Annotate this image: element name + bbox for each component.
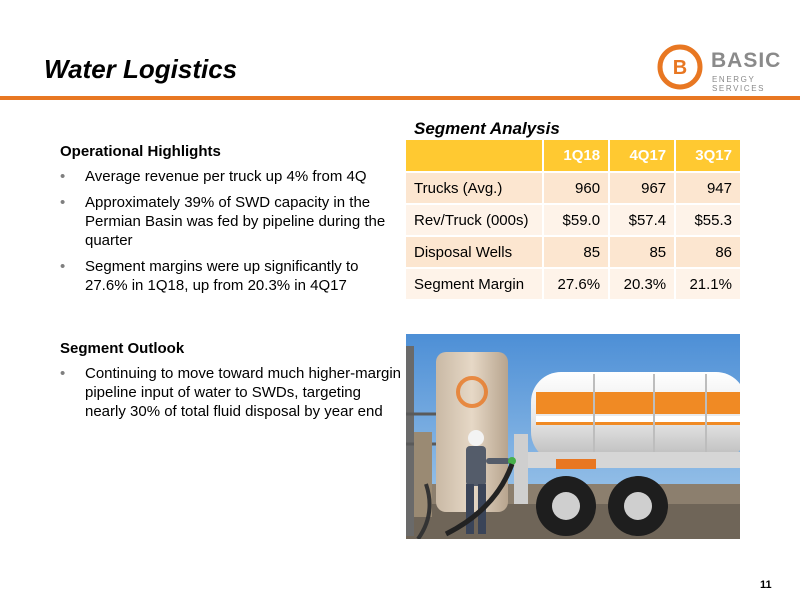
bullet-text: Continuing to move toward much higher-margin pipeline input of water to SWDs, targeting nearly 30% of total fluid disposal by year end [85, 365, 401, 420]
table-header-row [406, 140, 740, 172]
bullet-icon: • [60, 168, 66, 185]
row-label: Disposal Wells [406, 236, 543, 268]
outlook-heading: Segment Outlook [60, 340, 185, 357]
logo-word: BASIC [711, 49, 782, 72]
table-cell: 27.6% [543, 268, 609, 300]
table-cell: $57.4 [609, 204, 675, 236]
segment-outlook [60, 339, 405, 428]
table-cell: 947 [675, 172, 740, 204]
page-number: 11 [760, 579, 772, 591]
list-item [60, 167, 405, 186]
table-cell: 85 [609, 236, 675, 268]
highlights-heading: Operational Highlights [60, 143, 221, 160]
title-divider [0, 96, 800, 100]
table-row [406, 172, 740, 204]
b-logo-icon [657, 44, 705, 90]
segment-analysis-table [406, 140, 740, 301]
table-cell: 960 [543, 172, 609, 204]
table-header-cell: 1Q18 [543, 140, 609, 172]
bullet-text: Approximately 39% of SWD capacity in the Permian Basin was fed by pipeline during the quarter [85, 194, 386, 249]
bullet-text: Segment margins were up significantly to 27.6% in 1Q18, up from 20.3% in 4Q17 [85, 258, 359, 294]
table-row [406, 204, 740, 236]
bullet-icon: • [60, 258, 66, 275]
table-cell: 21.1% [675, 268, 740, 300]
list-item [60, 257, 405, 295]
water-truck-photo [406, 334, 740, 539]
table-cell: 20.3% [609, 268, 675, 300]
table-cell: 86 [675, 236, 740, 268]
table-header-cell: 4Q17 [609, 140, 675, 172]
table-row [406, 236, 740, 268]
row-label: Rev/Truck (000s) [406, 204, 543, 236]
table-cell: 85 [543, 236, 609, 268]
logo-subtitle: ENERGY SERVICES [712, 75, 766, 93]
logo-letter: B [672, 57, 688, 79]
company-logo [657, 44, 792, 93]
table-cell: 967 [609, 172, 675, 204]
table-cell: $55.3 [675, 204, 740, 236]
bullet-icon: • [60, 194, 66, 211]
slide-title: Water Logistics [44, 54, 238, 84]
operational-highlights [60, 142, 405, 302]
table-header-blank [406, 140, 543, 172]
outlook-list [60, 364, 405, 421]
bullet-text: Average revenue per truck up 4% from 4Q [85, 168, 367, 185]
table-cell: $59.0 [543, 204, 609, 236]
table-row [406, 268, 740, 300]
row-label: Segment Margin [406, 268, 543, 300]
list-item [60, 364, 405, 421]
row-label: Trucks (Avg.) [406, 172, 543, 204]
highlights-list [60, 167, 405, 295]
bullet-icon: • [60, 365, 66, 382]
table-header-cell: 3Q17 [675, 140, 740, 172]
list-item [60, 193, 405, 250]
segment-analysis-title: Segment Analysis [414, 119, 560, 138]
